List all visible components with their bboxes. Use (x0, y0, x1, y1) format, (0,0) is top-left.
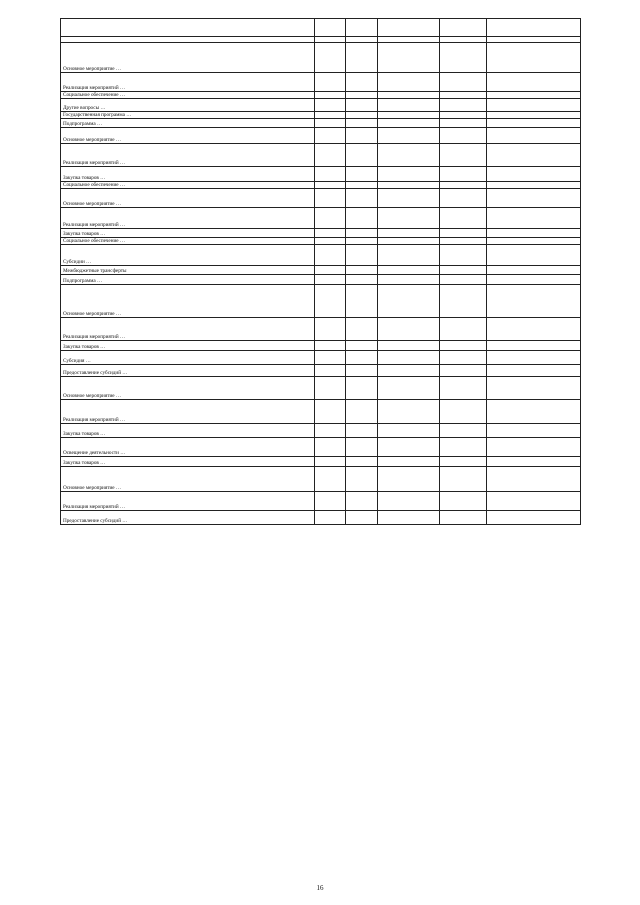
row-kind (440, 112, 487, 119)
row-amount (487, 144, 581, 167)
table-row (61, 457, 581, 467)
table-body (61, 37, 581, 525)
row-kind (440, 341, 487, 351)
row-kind (440, 275, 487, 285)
row-name: Субсидия … (61, 351, 315, 365)
row-subsection (346, 189, 378, 208)
row-subsection (346, 119, 378, 128)
row-section (315, 128, 346, 144)
row-section (315, 182, 346, 189)
row-name: Подпрограмма … (61, 119, 315, 128)
row-subsection (346, 377, 378, 400)
table-row (61, 43, 581, 73)
row-name: Основное мероприятие … (61, 467, 315, 492)
row-amount (487, 341, 581, 351)
row-section (315, 229, 346, 238)
row-section (315, 245, 346, 266)
table-row (61, 238, 581, 245)
row-name: Закупка товаров … (61, 167, 315, 182)
table-row (61, 128, 581, 144)
row-name: Социальное обеспечение … (61, 182, 315, 189)
row-section (315, 92, 346, 99)
row-amount (487, 167, 581, 182)
row-subsection (346, 492, 378, 511)
row-amount (487, 238, 581, 245)
row-section (315, 318, 346, 341)
row-kind (440, 377, 487, 400)
row-subsection (346, 43, 378, 73)
row-subsection (346, 92, 378, 99)
row-kind (440, 245, 487, 266)
row-amount (487, 400, 581, 424)
row-kind (440, 119, 487, 128)
row-section (315, 424, 346, 438)
row-section (315, 492, 346, 511)
table-row (61, 424, 581, 438)
row-amount (487, 189, 581, 208)
row-target (378, 99, 440, 112)
col-header-kind (440, 19, 487, 37)
row-amount (487, 229, 581, 238)
row-amount (487, 511, 581, 525)
row-target (378, 128, 440, 144)
row-amount (487, 266, 581, 275)
row-subsection (346, 128, 378, 144)
row-kind (440, 73, 487, 92)
row-section (315, 377, 346, 400)
table-row (61, 144, 581, 167)
table-row (61, 285, 581, 318)
row-subsection (346, 144, 378, 167)
row-kind (440, 365, 487, 377)
table-row (61, 189, 581, 208)
row-name: Основное мероприятие … (61, 377, 315, 400)
col-header-section (315, 19, 346, 37)
row-target (378, 467, 440, 492)
row-amount (487, 377, 581, 400)
row-section (315, 43, 346, 73)
table-row (61, 351, 581, 365)
row-section (315, 167, 346, 182)
row-target (378, 43, 440, 73)
row-name: Закупка товаров … (61, 457, 315, 467)
row-target (378, 119, 440, 128)
row-subsection (346, 167, 378, 182)
row-kind (440, 43, 487, 73)
row-section (315, 457, 346, 467)
row-target (378, 245, 440, 266)
row-kind (440, 167, 487, 182)
table-row (61, 492, 581, 511)
row-subsection (346, 285, 378, 318)
table-row (61, 400, 581, 424)
col-header-subsection (346, 19, 378, 37)
row-target (378, 457, 440, 467)
row-subsection (346, 511, 378, 525)
table-row (61, 73, 581, 92)
row-amount (487, 492, 581, 511)
table-row (61, 92, 581, 99)
row-amount (487, 438, 581, 457)
row-target (378, 511, 440, 525)
table-row (61, 365, 581, 377)
row-subsection (346, 467, 378, 492)
row-section (315, 266, 346, 275)
row-target (378, 144, 440, 167)
row-target (378, 266, 440, 275)
table-row (61, 99, 581, 112)
row-target (378, 189, 440, 208)
row-name: Реализация мероприятий … (61, 400, 315, 424)
row-amount (487, 43, 581, 73)
row-name: Реализация мероприятий … (61, 73, 315, 92)
row-name: Субсидии … (61, 245, 315, 266)
row-target (378, 438, 440, 457)
row-subsection (346, 112, 378, 119)
row-subsection (346, 73, 378, 92)
table-row (61, 119, 581, 128)
row-section (315, 73, 346, 92)
row-kind (440, 92, 487, 99)
row-section (315, 208, 346, 229)
row-amount (487, 467, 581, 492)
row-amount (487, 275, 581, 285)
row-amount (487, 457, 581, 467)
row-kind (440, 128, 487, 144)
col-header-target (378, 19, 440, 37)
row-section (315, 238, 346, 245)
row-amount (487, 208, 581, 229)
row-subsection (346, 275, 378, 285)
row-subsection (346, 238, 378, 245)
row-target (378, 208, 440, 229)
table-row (61, 229, 581, 238)
row-kind (440, 457, 487, 467)
row-target (378, 182, 440, 189)
table-row (61, 245, 581, 266)
row-section (315, 351, 346, 365)
row-amount (487, 351, 581, 365)
table-row (61, 511, 581, 525)
table-row (61, 182, 581, 189)
row-target (378, 318, 440, 341)
row-section (315, 467, 346, 492)
row-section (315, 189, 346, 208)
row-subsection (346, 99, 378, 112)
row-kind (440, 424, 487, 438)
row-name: Основное мероприятие … (61, 43, 315, 73)
row-amount (487, 92, 581, 99)
row-target (378, 167, 440, 182)
row-target (378, 238, 440, 245)
row-kind (440, 492, 487, 511)
col-header-amount (487, 19, 581, 37)
row-target (378, 275, 440, 285)
row-subsection (346, 351, 378, 365)
row-name: Социальное обеспечение … (61, 92, 315, 99)
budget-table (60, 18, 581, 525)
row-target (378, 400, 440, 424)
row-subsection (346, 245, 378, 266)
row-section (315, 119, 346, 128)
col-header-name (61, 19, 315, 37)
row-name: Реализация мероприятий … (61, 492, 315, 511)
row-kind (440, 182, 487, 189)
row-name: Закупка товаров … (61, 229, 315, 238)
row-section (315, 144, 346, 167)
table-header (61, 19, 581, 37)
row-name: Реализация мероприятий … (61, 144, 315, 167)
table-row (61, 266, 581, 275)
row-name: Реализация мероприятий … (61, 318, 315, 341)
row-kind (440, 229, 487, 238)
row-target (378, 492, 440, 511)
row-amount (487, 112, 581, 119)
row-section (315, 275, 346, 285)
row-target (378, 92, 440, 99)
table-row (61, 275, 581, 285)
row-target (378, 285, 440, 318)
row-name: Основное мероприятие … (61, 128, 315, 144)
row-target (378, 73, 440, 92)
row-section (315, 511, 346, 525)
row-subsection (346, 318, 378, 341)
row-section (315, 341, 346, 351)
row-name: Реализация мероприятий … (61, 208, 315, 229)
row-name: Закупка товаров … (61, 341, 315, 351)
row-name: Предоставление субсидий … (61, 365, 315, 377)
row-amount (487, 365, 581, 377)
page-number: 16 (316, 884, 324, 892)
table-row (61, 467, 581, 492)
row-section (315, 99, 346, 112)
row-subsection (346, 424, 378, 438)
row-amount (487, 128, 581, 144)
row-kind (440, 238, 487, 245)
row-subsection (346, 182, 378, 189)
row-subsection (346, 365, 378, 377)
row-name: Подпрограмма … (61, 275, 315, 285)
row-amount (487, 318, 581, 341)
row-subsection (346, 438, 378, 457)
row-name: Основное мероприятие … (61, 285, 315, 318)
row-name: Основное мероприятие … (61, 189, 315, 208)
table-row (61, 341, 581, 351)
row-name: Предоставление субсидий … (61, 511, 315, 525)
row-kind (440, 351, 487, 365)
row-subsection (346, 266, 378, 275)
table-row (61, 208, 581, 229)
table-row (61, 438, 581, 457)
row-kind (440, 400, 487, 424)
row-amount (487, 119, 581, 128)
row-kind (440, 467, 487, 492)
row-name: Социальное обеспечение … (61, 238, 315, 245)
row-section (315, 112, 346, 119)
row-target (378, 424, 440, 438)
row-kind (440, 208, 487, 229)
row-name: Межбюджетные трансферты (61, 266, 315, 275)
row-name: Государственная программа … (61, 112, 315, 119)
row-amount (487, 99, 581, 112)
row-amount (487, 182, 581, 189)
row-kind (440, 285, 487, 318)
row-name: Освещение деятельности … (61, 438, 315, 457)
row-kind (440, 189, 487, 208)
row-amount (487, 245, 581, 266)
row-amount (487, 285, 581, 318)
row-target (378, 365, 440, 377)
table-row (61, 112, 581, 119)
row-section (315, 400, 346, 424)
row-target (378, 341, 440, 351)
row-target (378, 229, 440, 238)
table-row (61, 377, 581, 400)
row-name: Другие вопросы … (61, 99, 315, 112)
row-section (315, 438, 346, 457)
row-name: Закупка товаров … (61, 424, 315, 438)
row-amount (487, 73, 581, 92)
table-row (61, 167, 581, 182)
row-target (378, 112, 440, 119)
row-section (315, 285, 346, 318)
row-kind (440, 318, 487, 341)
table-row (61, 318, 581, 341)
row-kind (440, 99, 487, 112)
row-subsection (346, 400, 378, 424)
row-subsection (346, 208, 378, 229)
row-kind (440, 266, 487, 275)
row-subsection (346, 229, 378, 238)
column-number-name (61, 37, 315, 43)
row-section (315, 365, 346, 377)
row-kind (440, 144, 487, 167)
row-subsection (346, 457, 378, 467)
row-kind (440, 438, 487, 457)
row-kind (440, 511, 487, 525)
row-target (378, 351, 440, 365)
row-amount (487, 424, 581, 438)
row-subsection (346, 341, 378, 351)
row-target (378, 377, 440, 400)
